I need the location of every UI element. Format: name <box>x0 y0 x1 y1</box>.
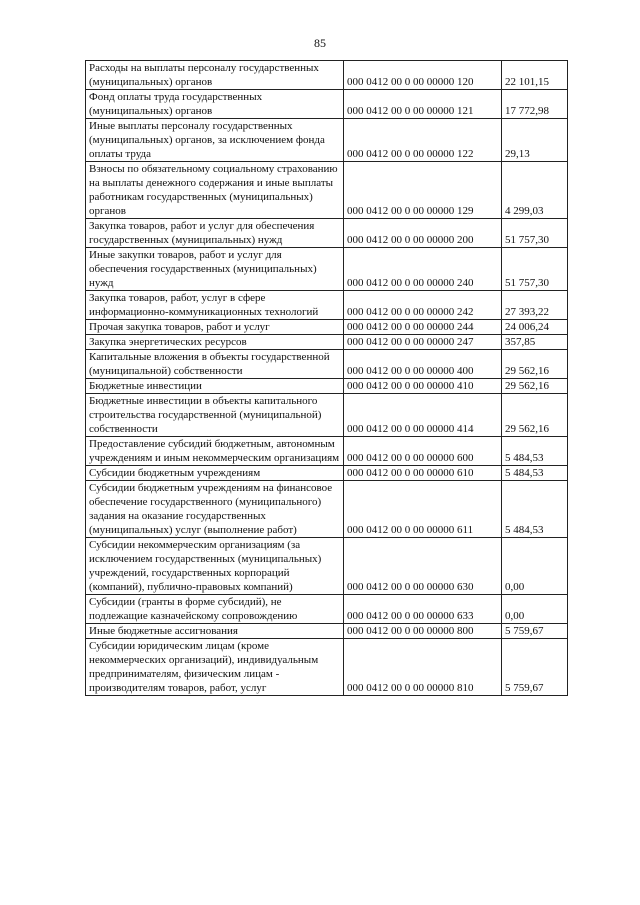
row-code-cell: 000 0412 00 0 00 00000 610 <box>344 466 502 481</box>
row-sum-cell: 357,85 <box>502 335 568 350</box>
page-number: 85 <box>314 36 326 50</box>
table-row <box>86 219 568 248</box>
table-row <box>86 291 568 320</box>
row-code-cell: 000 0412 00 0 00 00000 120 <box>344 61 502 90</box>
row-code-cell: 000 0412 00 0 00 00000 630 <box>344 538 502 595</box>
row-sum-cell: 5 484,53 <box>502 481 568 538</box>
row-sum-cell: 4 299,03 <box>502 162 568 219</box>
row-name-cell: Расходы на выплаты персоналу государственных (муниципальных) органов <box>86 61 344 90</box>
row-name-cell: Взносы по обязательному социальному страхованию на выплаты денежного содержания и иные выплаты работникам государственных (муниципальных) органов <box>86 162 344 219</box>
row-code-cell: 000 0412 00 0 00 00000 800 <box>344 624 502 639</box>
table-row <box>86 639 568 696</box>
row-code-cell: 000 0412 00 0 00 00000 600 <box>344 437 502 466</box>
row-sum-cell: 24 006,24 <box>502 320 568 335</box>
row-name-cell: Предоставление субсидий бюджетным, автономным учреждениям и иным некоммерческим организациям <box>86 437 344 466</box>
row-sum-cell: 22 101,15 <box>502 61 568 90</box>
row-code-cell: 000 0412 00 0 00 00000 247 <box>344 335 502 350</box>
table-row <box>86 90 568 119</box>
row-sum-cell: 5 759,67 <box>502 639 568 696</box>
row-sum-cell: 17 772,98 <box>502 90 568 119</box>
table-row <box>86 466 568 481</box>
table-row <box>86 481 568 538</box>
row-name-cell: Бюджетные инвестиции в объекты капитального строительства государственной (муниципальной) собственности <box>86 394 344 437</box>
row-name-cell: Закупка энергетических ресурсов <box>86 335 344 350</box>
row-code-cell: 000 0412 00 0 00 00000 810 <box>344 639 502 696</box>
table-row <box>86 379 568 394</box>
row-name-cell: Закупка товаров, работ, услуг в сфере информационно-коммуникационных технологий <box>86 291 344 320</box>
table-row <box>86 320 568 335</box>
row-code-cell: 000 0412 00 0 00 00000 244 <box>344 320 502 335</box>
table-row <box>86 162 568 219</box>
row-code-cell: 000 0412 00 0 00 00000 122 <box>344 119 502 162</box>
table-row <box>86 335 568 350</box>
row-sum-cell: 5 759,67 <box>502 624 568 639</box>
row-name-cell: Субсидии некоммерческим организациям (за исключением государственных (муниципальных) учреждений, государственных корпораций (компаний), публично-правовых компаний) <box>86 538 344 595</box>
row-sum-cell: 29 562,16 <box>502 350 568 379</box>
table-row <box>86 119 568 162</box>
row-name-cell: Иные закупки товаров, работ и услуг для обеспечения государственных (муниципальных) нужд <box>86 248 344 291</box>
row-sum-cell: 0,00 <box>502 595 568 624</box>
table-row <box>86 394 568 437</box>
row-sum-cell: 51 757,30 <box>502 248 568 291</box>
row-name-cell: Субсидии бюджетным учреждениям на финансовое обеспечение государственного (муниципального) задания на оказание государственных (муниципальных) услуг (выполнение работ) <box>86 481 344 538</box>
row-code-cell: 000 0412 00 0 00 00000 242 <box>344 291 502 320</box>
row-name-cell: Иные бюджетные ассигнования <box>86 624 344 639</box>
table-row <box>86 538 568 595</box>
row-code-cell: 000 0412 00 0 00 00000 121 <box>344 90 502 119</box>
row-code-cell: 000 0412 00 0 00 00000 633 <box>344 595 502 624</box>
row-sum-cell: 0,00 <box>502 538 568 595</box>
row-name-cell: Иные выплаты персоналу государственных (муниципальных) органов, за исключением фонда оплаты труда <box>86 119 344 162</box>
table-row <box>86 61 568 90</box>
row-code-cell: 000 0412 00 0 00 00000 240 <box>344 248 502 291</box>
row-code-cell: 000 0412 00 0 00 00000 129 <box>344 162 502 219</box>
table-row <box>86 437 568 466</box>
row-code-cell: 000 0412 00 0 00 00000 414 <box>344 394 502 437</box>
row-name-cell: Фонд оплаты труда государственных (муниципальных) органов <box>86 90 344 119</box>
row-sum-cell: 51 757,30 <box>502 219 568 248</box>
table-row <box>86 595 568 624</box>
row-name-cell: Субсидии юридическим лицам (кроме некоммерческих организаций), индивидуальным предпринимателям, физическим лицам - производителям товаров, работ, услуг <box>86 639 344 696</box>
budget-expenditure-table <box>85 60 568 696</box>
table-row <box>86 350 568 379</box>
row-name-cell: Бюджетные инвестиции <box>86 379 344 394</box>
row-code-cell: 000 0412 00 0 00 00000 410 <box>344 379 502 394</box>
table-body <box>86 61 568 696</box>
row-code-cell: 000 0412 00 0 00 00000 400 <box>344 350 502 379</box>
row-name-cell: Закупка товаров, работ и услуг для обеспечения государственных (муниципальных) нужд <box>86 219 344 248</box>
row-name-cell: Субсидии бюджетным учреждениям <box>86 466 344 481</box>
row-code-cell: 000 0412 00 0 00 00000 611 <box>344 481 502 538</box>
row-name-cell: Прочая закупка товаров, работ и услуг <box>86 320 344 335</box>
table-row <box>86 624 568 639</box>
row-name-cell: Капитальные вложения в объекты государственной (муниципальной) собственности <box>86 350 344 379</box>
row-sum-cell: 5 484,53 <box>502 437 568 466</box>
row-sum-cell: 27 393,22 <box>502 291 568 320</box>
row-code-cell: 000 0412 00 0 00 00000 200 <box>344 219 502 248</box>
row-sum-cell: 29 562,16 <box>502 394 568 437</box>
row-sum-cell: 5 484,53 <box>502 466 568 481</box>
row-name-cell: Субсидии (гранты в форме субсидий), не подлежащие казначейскому сопровождению <box>86 595 344 624</box>
row-sum-cell: 29,13 <box>502 119 568 162</box>
table-row <box>86 248 568 291</box>
row-sum-cell: 29 562,16 <box>502 379 568 394</box>
